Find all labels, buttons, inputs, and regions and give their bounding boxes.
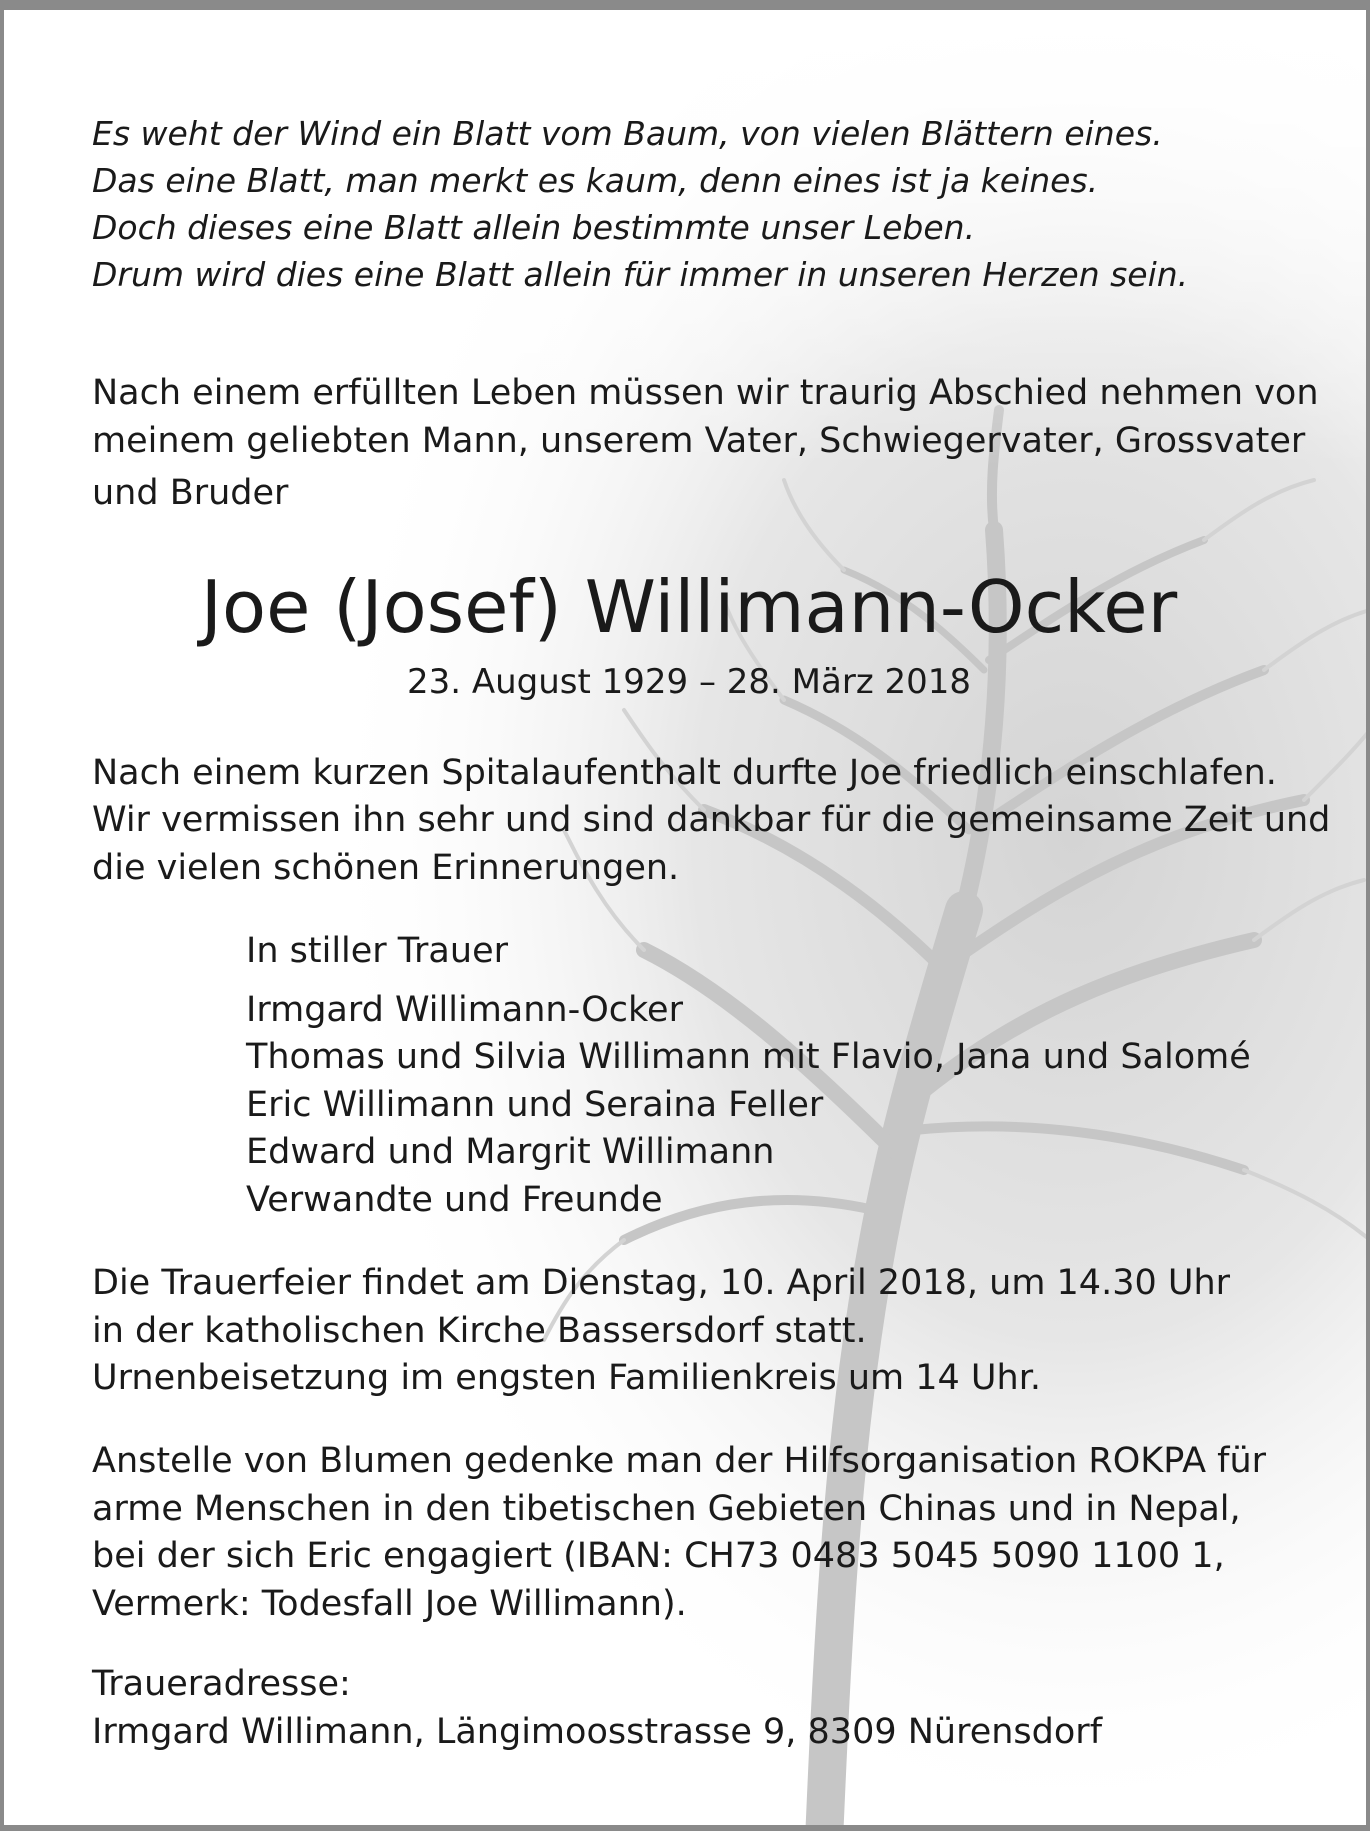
mourner-name: Thomas und Silvia Willimann mit Flavio, Jana und Salomé	[246, 1037, 1251, 1077]
donation-line: Anstelle von Blumen gedenke man der Hilfsorganisation ROKPA für	[92, 1441, 1267, 1481]
mourning-address: Irmgard Willimann, Längimoosstrasse 9, 8309 Nürensdorf	[92, 1712, 1103, 1752]
mourner-name: Edward und Margrit Willimann	[246, 1132, 775, 1172]
deceased-name: Joe (Josef) Willimann-Ocker	[200, 565, 1178, 649]
message-line: Wir vermissen ihn sehr und sind dankbar für die gemeinsame Zeit und	[92, 800, 1331, 840]
donation-line: arme Menschen in den tibetischen Gebieten Chinas und in Nepal,	[92, 1489, 1241, 1529]
address-label: Traueradresse:	[92, 1664, 351, 1704]
intro-line: Nach einem erfüllten Leben müssen wir traurig Abschied nehmen von	[92, 373, 1319, 413]
mourner-name: Irmgard Willimann-Ocker	[246, 990, 683, 1030]
poem-line: Das eine Blatt, man merkt es kaum, denn eines ist ja keines.	[92, 161, 1099, 200]
notice-text	[4, 10, 1370, 1831]
life-dates: 23. August 1929 – 28. März 2018	[406, 662, 972, 702]
intro-line: und Bruder	[92, 473, 289, 513]
ceremony-line: Urnenbeisetzung im engsten Familienkreis um 14 Uhr.	[92, 1358, 1042, 1398]
intro-line: meinem geliebten Mann, unserem Vater, Schwiegervater, Grossvater	[92, 421, 1306, 461]
ceremony-line: Die Trauerfeier findet am Dienstag, 10. April 2018, um 14.30 Uhr	[92, 1263, 1231, 1303]
donation-line: bei der sich Eric engagiert (IBAN: CH73 0483 5045 5090 1100 1,	[92, 1536, 1225, 1576]
mourner-name: Eric Willimann und Seraina Feller	[246, 1085, 824, 1125]
poem-line: Doch dieses eine Blatt allein bestimmte unser Leben.	[92, 208, 976, 247]
mourner-name: Verwandte und Freunde	[246, 1180, 663, 1220]
ceremony-line: in der katholischen Kirche Bassersdorf statt.	[92, 1311, 867, 1351]
poem-line: Es weht der Wind ein Blatt vom Baum, von vielen Blättern eines.	[92, 114, 1163, 153]
message-line: die vielen schönen Erinnerungen.	[92, 848, 680, 888]
mourning-heading: In stiller Trauer	[246, 931, 508, 971]
donation-line: Vermerk: Todesfall Joe Willimann).	[92, 1584, 687, 1624]
poem-line: Drum wird dies eine Blatt allein für immer in unseren Herzen sein.	[92, 255, 1189, 294]
message-line: Nach einem kurzen Spitalaufenthalt durfte Joe friedlich einschlafen.	[92, 753, 1277, 793]
